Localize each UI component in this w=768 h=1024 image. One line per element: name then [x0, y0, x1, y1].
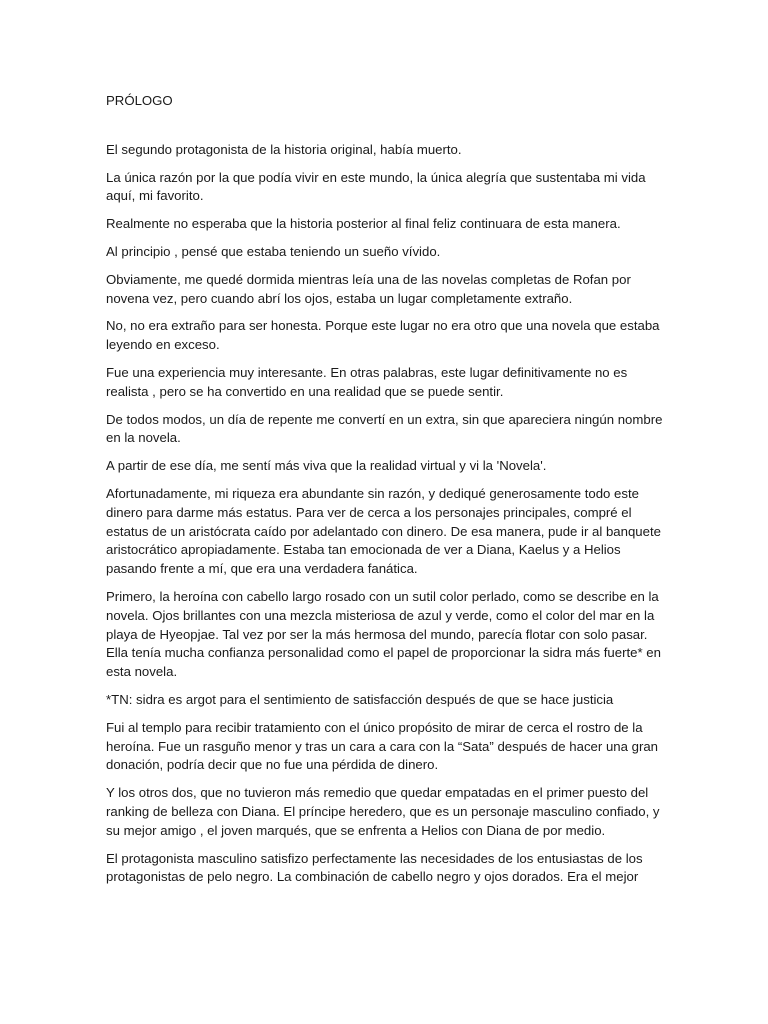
- paragraph: Obviamente, me quedé dormida mientras leía una de las novelas completas de Rofan por novena vez, pero cuando abrí los ojos, estaba un lugar completamente extraño.: [106, 271, 631, 306]
- chapter-heading: PRÓLOGO: [106, 93, 173, 108]
- translator-note: *TN: sidra es argot para el sentimiento de satisfacción después de que se hace justicia: [106, 691, 614, 707]
- paragraph: El protagonista masculino satisfizo perfectamente las necesidades de los entusiastas de los protagonistas de pelo negro. La combinación de cabello negro y ojos dorados. Era el mejor: [106, 850, 643, 885]
- paragraph: A partir de ese día, me sentí más viva que la realidad virtual y vi la 'Novela'.: [106, 458, 547, 474]
- paragraph: Realmente no esperaba que la historia posterior al final feliz continuara de esta manera.: [106, 216, 621, 232]
- document-body: [106, 92, 666, 896]
- paragraph: Afortunadamente, mi riqueza era abundante sin razón, y dediqué generosamente todo este dinero para darme más estatus. Para ver de cerca a los personajes principales, compré el estatus de un aristócrata caído por adelantado con dinero. De esa manera, pude ir al banquete aristocrático apropiadamente. Estaba tan emocionada de ver a Diana, Kaelus y a Helios pasando frente a mí, que era una verdadera fanática.: [106, 485, 661, 577]
- paragraph: Primero, la heroína con cabello largo rosado con un sutil color perlado, como se describe en la novela. Ojos brillantes con una mezcla misteriosa de azul y verde, como el color del mar en la playa de Hyeopjae. Tal vez por ser la más hermosa del mundo, parecía flotar con solo pasar. Ella tenía mucha confianza personalidad como el papel de proporcionar la sidra más fuerte* en esta novela.: [106, 588, 661, 680]
- paragraph: Al principio , pensé que estaba teniendo un sueño vívido.: [106, 243, 441, 259]
- paragraph: Fui al templo para recibir tratamiento con el único propósito de mirar de cerca el rostro de la heroína. Fue un rasguño menor y tras un cara a cara con la “Sata” después de hacer una gran donación, podría decir que no fue una pérdida de dinero.: [106, 719, 659, 773]
- paragraph: El segundo protagonista de la historia original, había muerto.: [106, 141, 462, 157]
- paragraph: La única razón por la que podía vivir en este mundo, la única alegría que sustentaba mi vida aquí, mi favorito.: [106, 169, 646, 204]
- paragraph: De todos modos, un día de repente me convertí en un extra, sin que apareciera ningún nombre en la novela.: [106, 411, 663, 446]
- paragraph: No, no era extraño para ser honesta. Porque este lugar no era otro que una novela que estaba leyendo en exceso.: [106, 318, 660, 353]
- paragraph: Fue una experiencia muy interesante. En otras palabras, este lugar definitivamente no es realista , pero se ha convertido en una realidad que se puede sentir.: [106, 364, 628, 399]
- paragraph: Y los otros dos, que no tuvieron más remedio que quedar empatadas en el primer puesto del ranking de belleza con Diana. El príncipe heredero, que es un personaje masculino confiado, y su mejor amigo , el joven marqués, que se enfrenta a Helios con Diana de por medio.: [106, 785, 660, 838]
